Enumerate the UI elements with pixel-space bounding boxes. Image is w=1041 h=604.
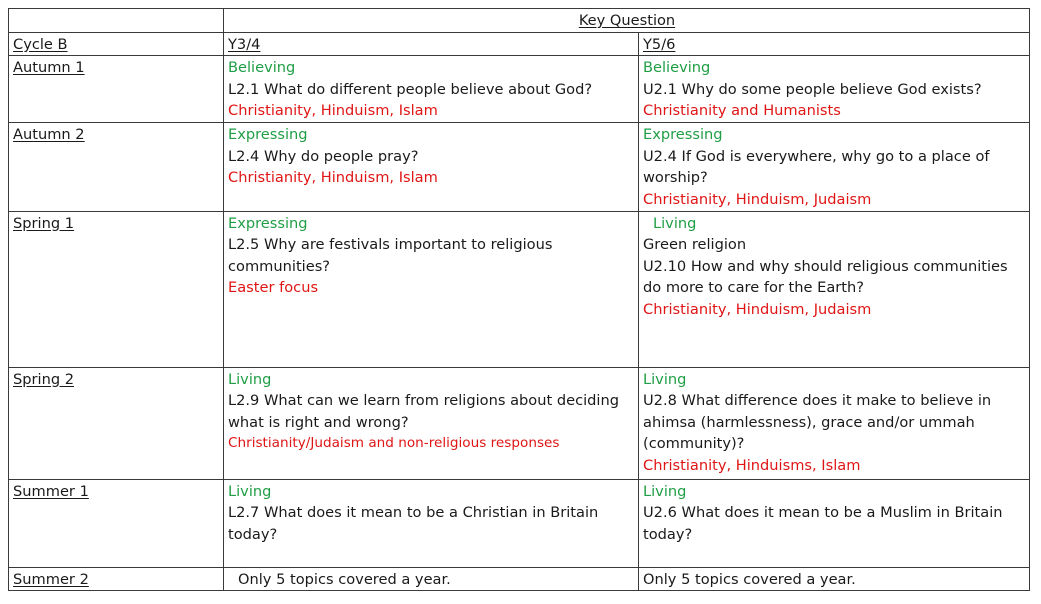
y56-cell — [639, 56, 1030, 123]
question-text: L2.7 What does it mean to be a Christian in Britain today? — [228, 504, 599, 543]
question-text: U2.6 What does it mean to be a Muslim in Britain today? — [643, 504, 1003, 543]
table-row — [9, 367, 1030, 479]
religions-text: Easter focus — [228, 279, 319, 297]
table-row — [9, 479, 1030, 567]
column-header-row — [9, 32, 1030, 56]
y34-cell — [224, 367, 639, 479]
table-row — [9, 56, 1030, 123]
term-cell: Spring 2 — [9, 367, 224, 479]
y34-header-cell: Y3/4 — [224, 32, 639, 56]
y34-cell — [224, 479, 639, 567]
table-row — [9, 567, 1030, 591]
theme-label: Believing — [643, 59, 711, 77]
key-question-header — [224, 9, 1030, 33]
theme-label: Expressing — [643, 126, 723, 144]
y56-cell — [639, 211, 1030, 367]
religions-text: Christianity, Hinduisms, Islam — [643, 456, 861, 474]
y56-cell — [639, 479, 1030, 567]
religions-text: Christianity, Hinduism, Islam — [228, 102, 438, 120]
key-question-label: Key Question — [578, 12, 676, 29]
theme-label: Living — [643, 482, 687, 500]
theme-label: Expressing — [228, 214, 308, 232]
question-text: U2.10 How and why should religious communities do more to care for the Earth? — [643, 257, 1008, 297]
question-text: U2.1 Why do some people believe God exists? — [643, 80, 982, 98]
curriculum-table — [8, 8, 1030, 591]
theme-label: Living — [653, 214, 697, 232]
table-row — [9, 211, 1030, 367]
term-cell: Spring 1 — [9, 211, 224, 367]
term-cell: Summer 2 — [9, 567, 224, 591]
question-text: U2.4 If God is everywhere, why go to a place of worship? — [643, 147, 990, 187]
question-text: L2.4 Why do people pray? — [228, 147, 419, 165]
subtitle-text: Green religion — [643, 236, 747, 254]
religions-text: Christianity, Hinduism, Judaism — [643, 190, 872, 208]
religions-text: Christianity/Judaism and non-religious responses — [228, 435, 560, 452]
term-cell: Autumn 2 — [9, 123, 224, 211]
term-cell: Autumn 1 — [9, 56, 224, 123]
religions-text: Christianity, Hinduism, Judaism — [643, 300, 872, 318]
religions-text: Christianity and Humanists — [643, 102, 841, 120]
note-text: Only 5 topics covered a year. — [238, 570, 451, 588]
cycle-header-cell: Cycle B — [9, 32, 224, 56]
y34-cell — [224, 123, 639, 211]
y34-cell — [224, 56, 639, 123]
y34-cell — [224, 211, 639, 367]
y56-cell — [639, 567, 1030, 591]
question-text: L2.1 What do different people believe about God? — [228, 80, 593, 98]
question-text: U2.8 What difference does it make to believe in ahimsa (harmlessness), grace and/or ummah (community)? — [643, 392, 992, 453]
header-row — [9, 9, 1030, 33]
question-text: L2.5 Why are festivals important to religious communities? — [228, 236, 553, 275]
theme-label: Living — [643, 370, 687, 388]
y56-cell — [639, 367, 1030, 479]
term-cell: Summer 1 — [9, 479, 224, 567]
theme-label: Believing — [228, 59, 296, 77]
question-text: L2.9 What can we learn from religions about deciding what is right and wrong? — [228, 392, 619, 431]
empty-corner-cell — [9, 9, 224, 33]
theme-label: Living — [228, 482, 272, 500]
y56-header-cell: Y5/6 — [639, 32, 1030, 56]
religions-text: Christianity, Hinduism, Islam — [228, 169, 438, 187]
theme-label: Living — [228, 370, 272, 388]
table-row — [9, 123, 1030, 211]
y56-cell — [639, 123, 1030, 211]
note-text: Only 5 topics covered a year. — [643, 570, 856, 588]
y34-cell — [224, 567, 639, 591]
theme-label: Expressing — [228, 126, 308, 144]
